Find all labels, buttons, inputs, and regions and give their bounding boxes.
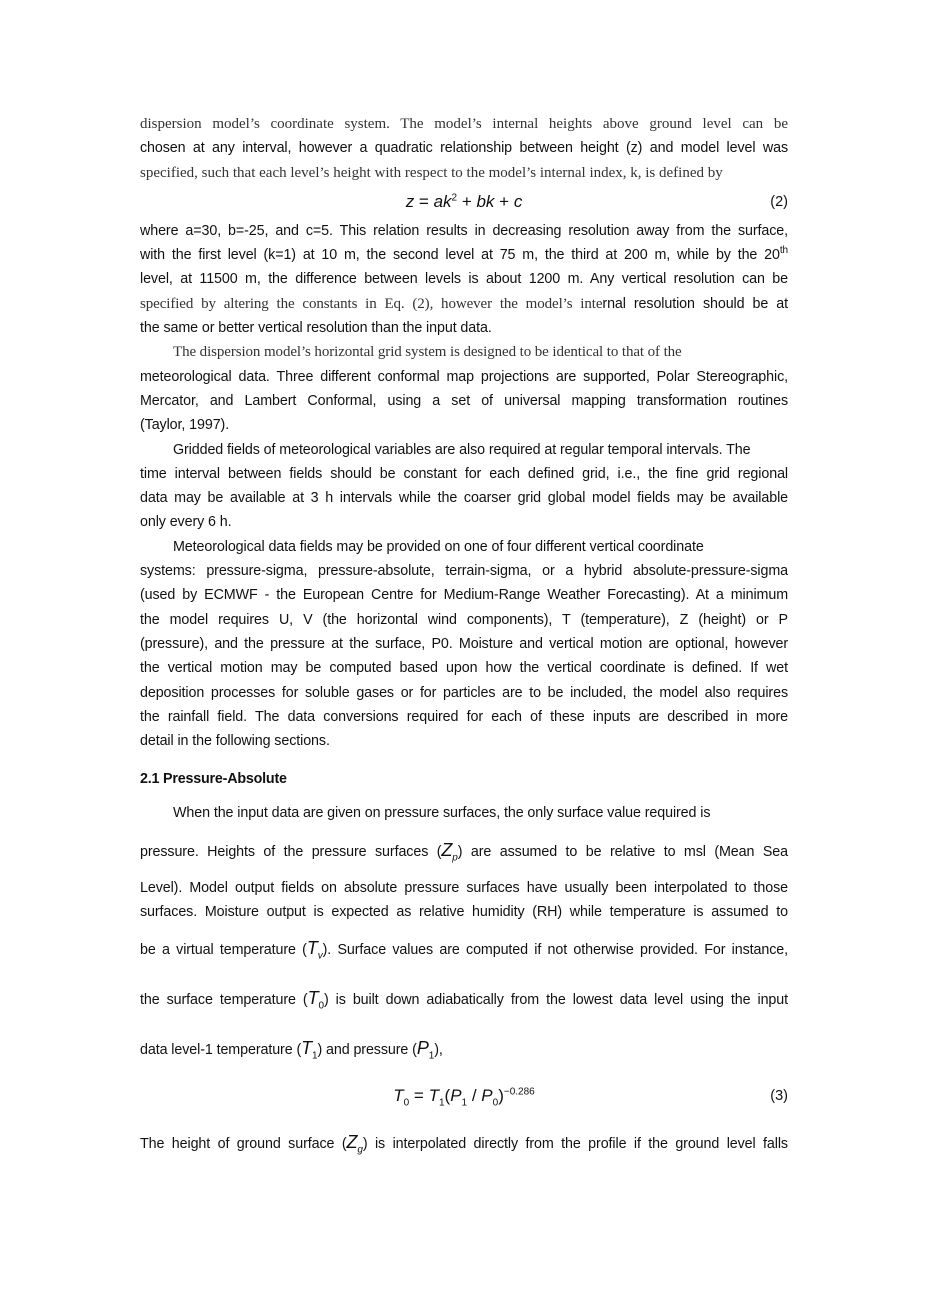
text-line: The height of ground surface $(Z_g)$ is interpolated directly from the profile if the ground level falls	[140, 1132, 788, 1156]
paragraph-pressure-absolute-cont	[140, 826, 788, 876]
equation-3	[140, 1074, 788, 1118]
equation-2-number: (2)	[770, 193, 788, 210]
text-line: dispersion model’s coordinate system. The model’s internal heights above ground level can be	[140, 116, 788, 132]
paragraph-horizontal-grid	[140, 340, 788, 437]
text-line: be a virtual temperature $(T_v)$. Surface values are computed if not otherwise provided. For instance,	[140, 938, 788, 962]
paragraph-resolution	[140, 219, 788, 340]
text-line: (pressure), and the pressure at the surface, P0. Moisture and vertical motion are optional, however	[140, 635, 788, 652]
section-heading: 2.1 Pressure-Absolute	[140, 771, 287, 788]
symbol-p1: $P_1$	[416, 1038, 435, 1062]
text-line: (Taylor, 1997).	[140, 417, 230, 434]
text-line: Mercator, and Lambert Conformal, using a set of universal mapping transformation routines	[140, 392, 788, 409]
equation-2	[140, 185, 788, 219]
paragraph-coordinate-system	[140, 112, 788, 185]
text-line: detail in the following sections.	[140, 733, 330, 750]
paragraph-vertical-coordinates	[140, 535, 788, 754]
text-line: Level). Model output fields on absolute pressure surfaces have usually been interpolated to those	[140, 879, 788, 896]
symbol-t1: $T_1$	[301, 1038, 318, 1062]
text-line: The dispersion model’s horizontal grid system is designed to be identical to that of the	[173, 344, 682, 361]
text-line: meteorological data. Three different conformal map projections are supported, Polar Stereographic,	[140, 368, 788, 385]
paragraph-pressure-absolute-cont2	[140, 876, 788, 925]
symbol-zg: $Z_g$	[346, 1132, 363, 1156]
text-line: surfaces. Moisture output is expected as relative humidity (RH) while temperature is assumed to	[140, 904, 788, 921]
text-line: level, at 11500 m, the difference between levels is about 1200 m. Any vertical resolution can be	[140, 271, 788, 288]
text-line: time interval between fields should be constant for each defined grid, i.e., the fine grid regional	[140, 465, 788, 482]
text-line: data may be available at 3 h intervals while the coarser grid global model fields may be available	[140, 490, 788, 507]
document-page	[140, 112, 788, 1168]
paragraph-ground-height	[140, 1118, 788, 1168]
equation-3-formula: $T_0 = T_1(P_1 / P_0)^{-0.286}$	[393, 1086, 535, 1109]
text-line: When the input data are given on pressure surfaces, the only surface value required is	[173, 805, 711, 822]
text-line: with the first level (k=1) at 10 m, the second level at 75 m, the third at 200 m, while by the 20th	[140, 245, 788, 264]
text-line: data level-1 temperature $(T_1)$ and pressure $(P_1)$,	[140, 1038, 443, 1062]
text-line: (used by ECMWF - the European Centre for Medium-Range Weather Forecasting). At a minimum	[140, 587, 788, 604]
text-line: systems: pressure-sigma, pressure-absolute, terrain-sigma, or a hybrid absolute-pressure-sigma	[140, 563, 788, 580]
text-line: the vertical motion may be computed based upon how the vertical coordinate is defined. If wet	[140, 660, 788, 677]
text-line: chosen at any interval, however a quadratic relationship between height (z) and model level was	[140, 140, 788, 157]
text-line: where a=30, b=-25, and c=5. This relation results in decreasing resolution away from the surface,	[140, 222, 788, 239]
text-line: pressure. Heights of the pressure surfaces $(Z_p)$ are assumed to be relative to msl (Mean Sea	[140, 839, 788, 864]
paragraph-pressure-absolute	[140, 801, 788, 825]
paragraph-temporal-intervals	[140, 438, 788, 535]
text-line: the surface temperature $(T_0)$ is built down adiabatically from the lowest data level using the input	[140, 988, 788, 1012]
symbol-zp: $Z_p$	[441, 839, 458, 864]
text-line: Gridded fields of meteorological variables are also required at regular temporal intervals. The	[173, 441, 751, 458]
text-line: only every 6 h.	[140, 514, 232, 531]
symbol-t0: $T_0$	[307, 988, 324, 1012]
text-line: specified, such that each level’s height with respect to the model’s internal index, k, is defined by	[140, 164, 723, 181]
equation-3-number: (3)	[770, 1088, 788, 1105]
text-line: the rainfall field. The data conversions required for each of these inputs are described in more	[140, 708, 788, 725]
symbol-tv: $T_v$	[306, 938, 323, 962]
text-line: the same or better vertical resolution than the input data.	[140, 320, 492, 337]
text-line: deposition processes for soluble gases or for particles are to be included, the model also requires	[140, 684, 788, 701]
text-line: specified by altering the constants in Eq. (2), however the model’s internal resolution should be at	[140, 295, 788, 312]
paragraph-pressure-absolute-cont3	[140, 924, 788, 1074]
equation-2-formula: $z = ak^2$ + bk + c	[405, 191, 523, 211]
text-line: the model requires U, V (the horizontal wind components), T (temperature), Z (height) or P	[140, 611, 788, 628]
text-line: Meteorological data fields may be provided on one of four different vertical coordinate	[173, 538, 704, 555]
